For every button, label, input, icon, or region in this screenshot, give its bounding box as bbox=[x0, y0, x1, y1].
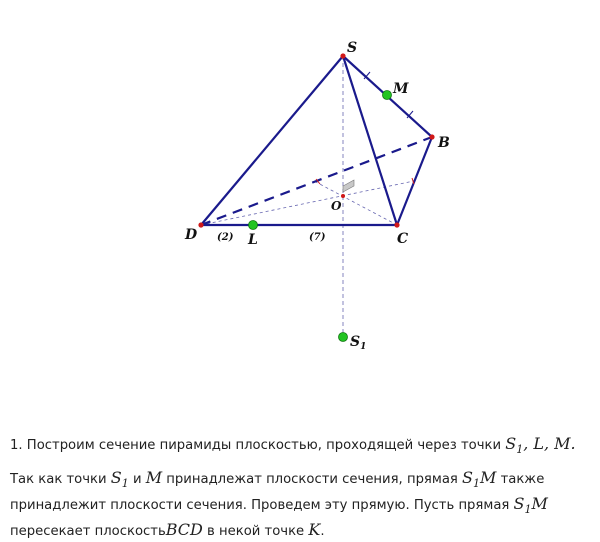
point-l bbox=[249, 221, 258, 230]
label-s1: $S_1$ bbox=[350, 334, 367, 352]
label-l: L bbox=[248, 232, 258, 248]
label-b: B bbox=[438, 135, 450, 151]
base-ticks bbox=[316, 178, 414, 184]
point-s1 bbox=[339, 333, 348, 342]
label-d: D bbox=[185, 227, 198, 243]
right-angle-mark bbox=[343, 180, 354, 192]
label-o: O bbox=[331, 199, 342, 213]
point-d bbox=[198, 222, 203, 227]
edge-bc bbox=[397, 137, 432, 225]
segment-label-lc: (7) bbox=[309, 232, 326, 243]
segment-label-dl: (2) bbox=[217, 232, 234, 243]
edge-sd bbox=[201, 56, 343, 225]
point-o bbox=[341, 194, 345, 198]
paragraph-step-1-explanation: Так как точки $S_1$ и M принадлежат плоскости сечения, прямая $S_1M$ также принадлежит плоскости сечения. Проведем эту прямую. Пусть прямая $S_1M$ пересекает плоскостьBCD в некой точке K. bbox=[10, 468, 548, 540]
paragraph-step-1: 1. Построим сечение пирамиды плоскостью, проходящей через точки $S_1$, L, M. bbox=[10, 434, 576, 457]
label-c: C bbox=[397, 231, 409, 247]
point-c bbox=[394, 222, 399, 227]
edge-db-hidden bbox=[201, 137, 432, 225]
label-m: M bbox=[393, 81, 409, 97]
point-b bbox=[429, 134, 434, 139]
label-s: S bbox=[347, 40, 358, 56]
point-m bbox=[383, 91, 392, 100]
point-s bbox=[340, 53, 345, 58]
